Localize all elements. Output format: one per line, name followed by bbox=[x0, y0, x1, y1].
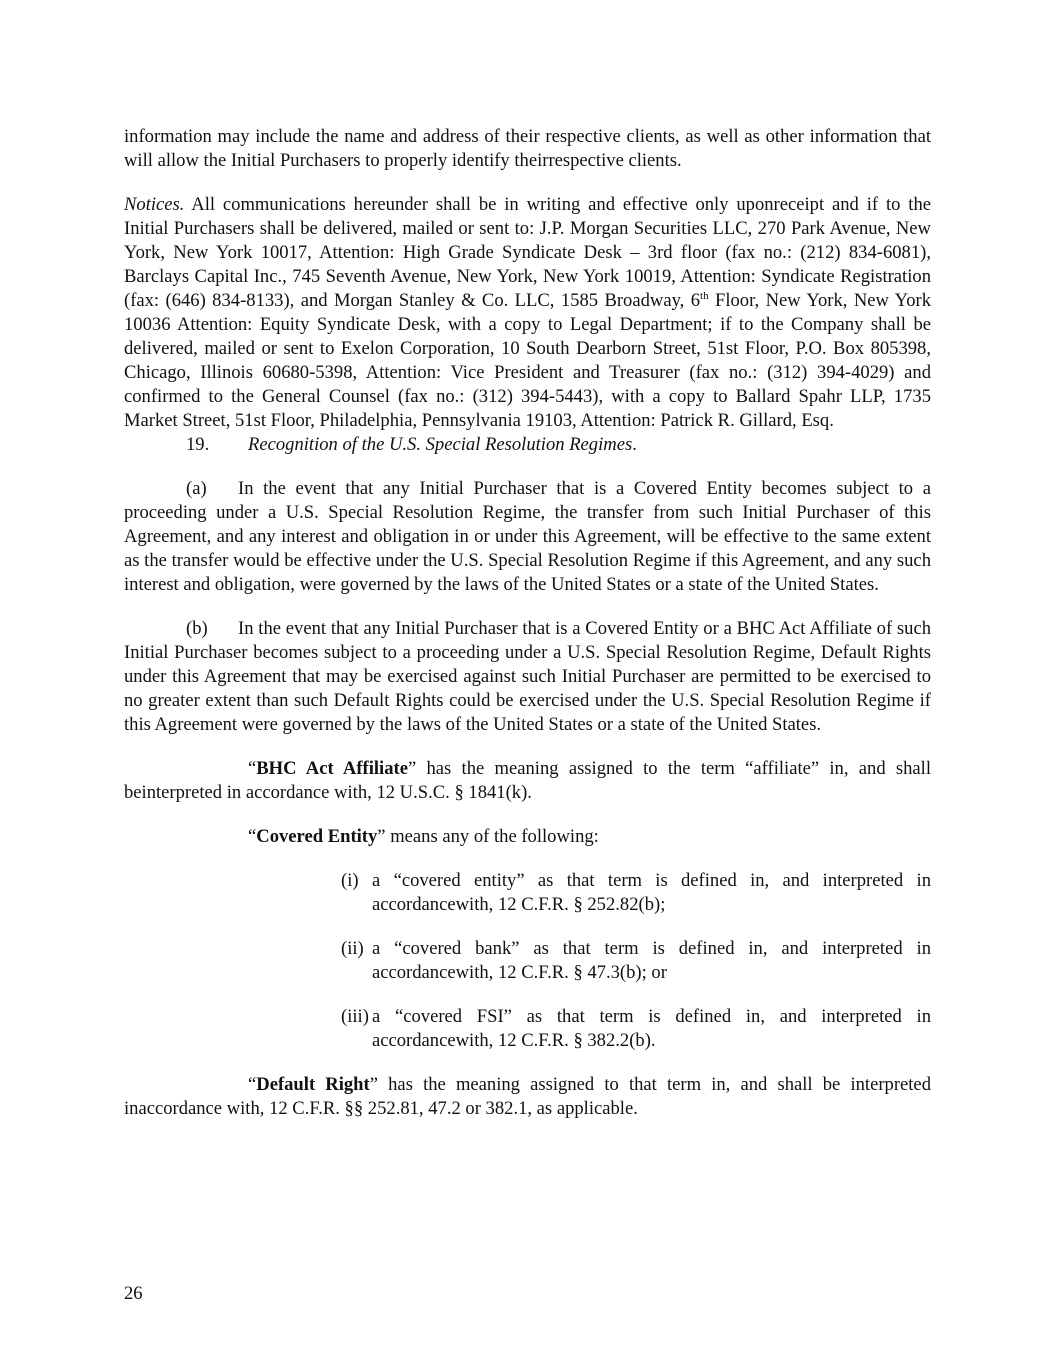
notices-text-part1: All communications hereunder shall be in writing and effective only uponreceipt and if to the Initial Purchasers shall be delivered, mailed or sent to: J.P. Morgan Securities LLC, 270 Park Avenue, New York, New York 10017, Attention: High Grade Syndicate Desk – 3rd floor (fax no.: (212) 834-6081), Barclays Capital Inc., 745 Seventh Avenue, New York, New York 10019, Attention: Syndicate Registration (fax: (646) 834-8133), and Morgan Stanley & Co. LLC, 1585 Broadway, 6 bbox=[124, 194, 931, 311]
section-title-period: . bbox=[632, 434, 637, 455]
notices-paragraph bbox=[124, 193, 931, 433]
covered-entity-list bbox=[341, 869, 931, 1053]
list-item-text: a “covered bank” as that term is defined in, and interpreted in accordancewith, 12 C.F.R. § 47.3(b); or bbox=[372, 938, 931, 983]
paragraph-a-text: In the event that any Initial Purchaser that is a Covered Entity becomes subject to a proceeding under a U.S. Special Resolution Regime, the transfer from such Initial Purchaser of this Agreement, and any interest and obligation in or under this Agreement, will be effective to the same extent as the transfer would be effective under the U.S. Special Resolution Regime if this Agreement, and any such interest and obligation, were governed by the laws of the United States or a state of the United States. bbox=[124, 478, 931, 595]
open-quote: “ bbox=[248, 826, 257, 847]
list-item-marker: (iii) bbox=[341, 1006, 369, 1027]
list-item-text: a “covered entity” as that term is defined in, and interpreted in accordancewith, 12 C.F.R. § 252.82(b); bbox=[372, 870, 931, 915]
definition-default-right bbox=[124, 1073, 931, 1121]
close-quote: ” bbox=[377, 826, 386, 847]
open-quote: “ bbox=[248, 1074, 257, 1095]
defined-term-default-right: Default Right bbox=[256, 1074, 370, 1095]
open-quote: “ bbox=[248, 758, 257, 779]
definition-default-text: has the meaning assigned to that term in, and shall be interpreted inaccordance with, 12 C.F.R. §§ 252.81, 47.2 or 382.1, as applicable. bbox=[124, 1074, 931, 1119]
notices-heading: Notices. bbox=[124, 194, 185, 215]
definition-covered-entity bbox=[124, 825, 931, 849]
close-quote: ” bbox=[407, 758, 417, 779]
close-quote: ” bbox=[369, 1074, 378, 1095]
document-page bbox=[124, 125, 931, 1121]
list-item-marker: (ii) bbox=[341, 938, 364, 959]
section-number: 19. bbox=[186, 434, 210, 455]
list-item bbox=[341, 937, 931, 985]
list-item bbox=[341, 869, 931, 917]
paragraph-b-label: (b) bbox=[186, 618, 208, 639]
defined-term-covered-entity: Covered Entity bbox=[256, 826, 378, 847]
paragraph-b-text: In the event that any Initial Purchaser that is a Covered Entity or a BHC Act Affiliate of such Initial Purchaser becomes subject to a proceeding under a U.S. Special Resolution Regime, Default Rights under this Agreement that may be exercised against such Initial Purchaser are permitted to be exercised to no greater extent than such Default Rights could be exercised under the U.S. Special Resolution Regime if this Agreement were governed by the laws of the United States or a state of the United States. bbox=[124, 618, 931, 735]
list-item-text: a “covered FSI” as that term is defined in, and interpreted in accordancewith, 12 C.F.R. § 382.2(b). bbox=[372, 1006, 931, 1051]
list-item bbox=[341, 1005, 931, 1053]
definition-covered-text: means any of the following: bbox=[385, 826, 599, 847]
section-19-heading bbox=[124, 433, 931, 457]
definition-bhc-text: has the meaning assigned to the term “affiliate” in, and shall beinterpreted in accordance with, 12 U.S.C. § 1841(k). bbox=[124, 758, 931, 803]
notices-superscript: th bbox=[700, 290, 709, 302]
paragraph-a-label: (a) bbox=[186, 478, 207, 499]
notices-text-part2: Floor, New York, New York 10036 Attention: Equity Syndicate Desk, with a copy to Legal Department; if to the Company shall be delivered, mailed or sent to Exelon Corporation, 10 South Dearborn Street, 51st Floor, P.O. Box 805398, Chicago, Illinois 60680-5398, Attention: Vice President and Treasurer (fax no.: (312) 394-4029) and confirmed to the General Counsel (fax no.: (312) 394-5443), with a copy to Ballard Spahr LLP, 1735 Market Street, 51st Floor, Philadelphia, Pennsylvania 19103, Attention: Patrick R. Gillard, Esq. bbox=[124, 290, 931, 431]
intro-paragraph: information may include the name and address of their respective clients, as well as other information that will allow the Initial Purchasers to properly identify theirrespective clients. bbox=[124, 126, 931, 171]
list-item-marker: (i) bbox=[341, 870, 359, 891]
definition-bhc-act-affiliate bbox=[124, 757, 931, 805]
section-title: Recognition of the U.S. Special Resolution Regimes bbox=[248, 434, 633, 455]
paragraph-a bbox=[124, 477, 931, 597]
defined-term-bhc: BHC Act Affiliate bbox=[256, 758, 408, 779]
paragraph-b bbox=[124, 617, 931, 737]
page-number: 26 bbox=[124, 1283, 143, 1304]
